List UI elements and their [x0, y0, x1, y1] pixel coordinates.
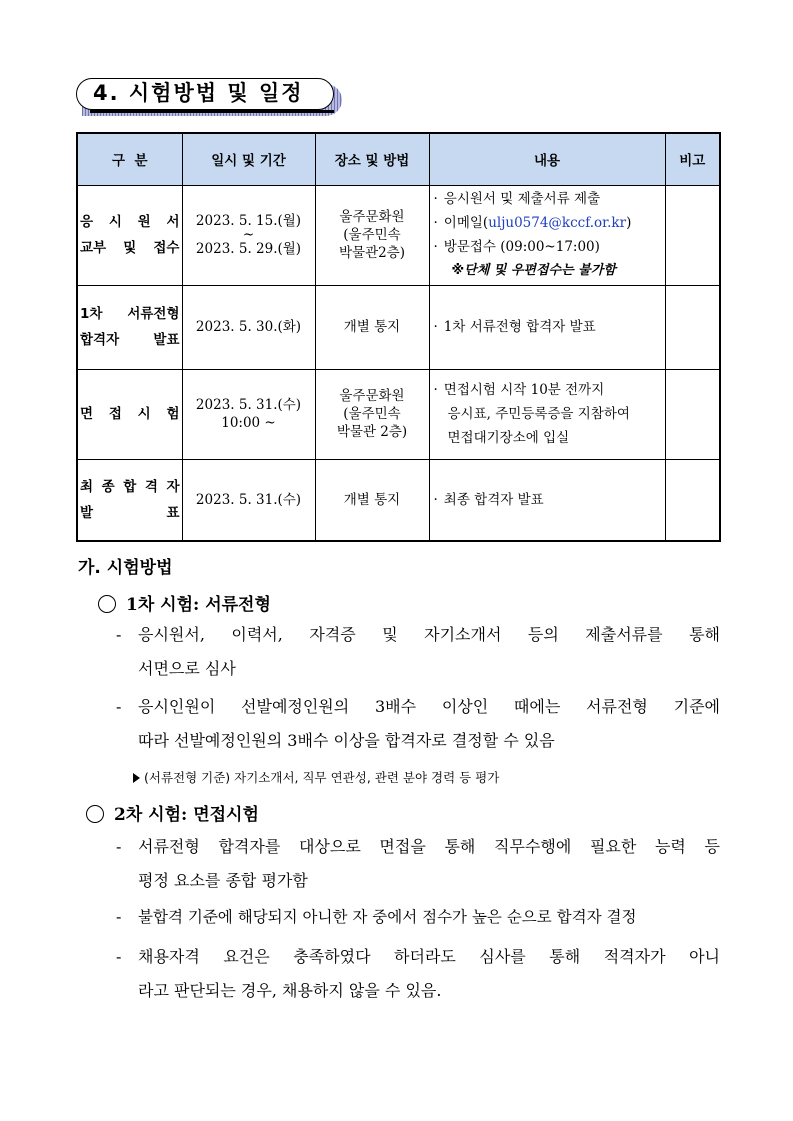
step2-item [116, 940, 720, 1008]
dash-bullet: - [116, 907, 122, 926]
step1-title: 1차 시험: 서류전형 [126, 595, 271, 615]
place-line: 울주문화원 [339, 388, 405, 404]
gubun-char: 시 [108, 214, 122, 230]
gubun-char: 시 [137, 406, 151, 422]
content-continuation: 면접대기장소에 입실 [447, 430, 570, 446]
gubun-char: 면 [80, 406, 94, 422]
date-line: ~ [242, 227, 255, 243]
schedule-table [76, 132, 721, 542]
content-text: ) [626, 215, 632, 231]
row2-note [665, 285, 720, 369]
section-title: 4. 시험방법 및 일정 [76, 78, 334, 110]
row2-place [315, 285, 429, 369]
section-underline [90, 110, 334, 113]
circle-bullet-icon [98, 595, 116, 613]
row2-gubun-line2 [80, 327, 180, 353]
row4-place [315, 459, 429, 541]
header-content: 내용 [429, 133, 665, 185]
paragraph-line: 채용자격 요건은 충족하였다 하더라도 심사를 통해 적격자가 아니 [138, 947, 720, 966]
header-place: 장소 및 방법 [315, 133, 429, 185]
content-text: 이메일( [443, 215, 489, 231]
paragraph-line: 따라 선발예정인원의 3배수 이상을 합격자로 결정할 수 있음 [138, 731, 555, 750]
header-note: 비고 [665, 133, 720, 185]
header-date: 일시 및 기간 [182, 133, 315, 185]
row4-gubun [77, 459, 182, 541]
gubun-char: 표 [166, 504, 180, 521]
content-text: 1차 서류전형 합격자 발표 [443, 319, 596, 335]
row2-gubun-line1 [80, 301, 180, 327]
gubun-char: 서 [166, 214, 180, 230]
gubun-char: 종 [101, 478, 115, 495]
gubun-char: 자 [166, 478, 180, 495]
step1-item [116, 618, 720, 686]
dash-bullet: - [116, 697, 122, 716]
row3-content [429, 369, 665, 459]
gubun-char: 응 [80, 214, 94, 230]
bullet: · [433, 319, 438, 335]
header-gubun: 구 분 [77, 133, 182, 185]
step2-item [116, 830, 720, 898]
place-line: 개별 통지 [343, 491, 401, 508]
date-line: 2023. 5. 31.(수) [195, 397, 302, 413]
row1-note [665, 185, 720, 285]
content-item [434, 315, 665, 339]
row2-content [429, 285, 665, 369]
table-row [77, 285, 720, 369]
gubun-char: 접 [108, 406, 122, 422]
row1-gubun-line1 [80, 209, 180, 235]
bullet: · [433, 239, 438, 255]
gubun-word: 합격자 [80, 332, 120, 348]
row2-date [182, 285, 315, 369]
step1-criteria-note [133, 768, 499, 786]
triangle-bullet-icon [133, 773, 140, 783]
bullet: · [433, 382, 438, 398]
gubun-word: 교부 [80, 240, 107, 256]
content-text: 최종 합격자 발표 [443, 491, 544, 508]
date-line: 2023. 5. 29.(월) [195, 241, 302, 257]
dash-bullet: - [116, 625, 122, 644]
paragraph-line: 평정 요소를 종합 평가함 [138, 871, 308, 890]
date-line: 10:00 ~ [221, 415, 276, 431]
content-warning-note: ※단체 및 우편접수는 불가함 [451, 263, 616, 278]
content-item [434, 235, 665, 259]
paragraph-line: 응시원서, 이력서, 자격증 및 자기소개서 등의 제출서류를 통해 [138, 625, 720, 644]
email-link[interactable]: ulju0574@kccf.or.kr [488, 215, 627, 231]
step2-title: 2차 시험: 면접시험 [114, 805, 259, 825]
gubun-word: 및 [123, 240, 137, 256]
content-text: 면접시험 시작 10분 전까지 [443, 382, 605, 398]
criteria-note-text: (서류전형 기준) 자기소개서, 직무 연관성, 관련 분야 경력 등 평가 [144, 770, 500, 785]
row1-place [315, 185, 429, 285]
gubun-char: 원 [137, 214, 151, 230]
row4-content [429, 459, 665, 541]
place-line: 개별 통지 [343, 319, 401, 335]
row1-gubun [77, 185, 182, 285]
dash-bullet: - [116, 837, 122, 856]
gubun-char: 발 [80, 504, 94, 521]
content-continuation: 응시표, 주민등록증을 지참하여 [447, 406, 630, 422]
paragraph-line: 응시인원이 선발예정인원의 3배수 이상인 때에는 서류전형 기준에 [138, 697, 720, 716]
table-row [77, 185, 720, 285]
place-line: 박물관2층) [338, 245, 406, 261]
content-item [434, 211, 665, 235]
content-text: 응시원서 및 제출서류 제출 [443, 191, 601, 207]
paragraph-line: 서류전형 합격자를 대상으로 면접을 통해 직무수행에 필요한 능력 등 [138, 837, 720, 856]
gubun-char: 최 [80, 478, 94, 495]
row4-note [665, 459, 720, 541]
gubun-char: 합 [123, 478, 137, 495]
content-item [434, 187, 665, 211]
subheading-exam-method: 가. 시험방법 [78, 558, 173, 578]
paragraph-line: 라고 판단되는 경우, 채용하지 않을 수 있음. [138, 981, 442, 1000]
bullet: · [433, 191, 438, 207]
gubun-word: 1차 [80, 306, 103, 322]
row4-gubun-line2 [80, 500, 180, 526]
dash-bullet: - [116, 947, 122, 966]
table-row [77, 369, 720, 459]
row4-date [182, 459, 315, 541]
row1-gubun-line2 [80, 235, 180, 261]
gubun-word: 접수 [153, 240, 180, 256]
gubun-word: 발표 [153, 332, 180, 348]
row4-gubun-line1 [80, 474, 180, 500]
place-line: (울주민속 [343, 406, 401, 422]
gubun-char: 험 [166, 406, 180, 422]
row3-date [182, 369, 315, 459]
date-line: 2023. 5. 30.(화) [195, 319, 302, 335]
table-row [77, 459, 720, 541]
place-line: (울주민속 [343, 227, 401, 243]
row1-content [429, 185, 665, 285]
date-line: 2023. 5. 15.(월) [195, 213, 302, 229]
step2-item [116, 900, 720, 934]
row1-date [182, 185, 315, 285]
place-line: 울주문화원 [339, 209, 405, 225]
place-line: 박물관 2층) [336, 424, 408, 440]
row2-gubun [77, 285, 182, 369]
paragraph-line: 서면으로 심사 [138, 659, 236, 678]
row3-gubun [77, 369, 182, 459]
step1-heading [98, 590, 271, 615]
paragraph-line: 불합격 기준에 해당되지 아니한 자 중에서 점수가 높은 순으로 합격자 결정 [138, 908, 637, 926]
row3-gubun-line1 [80, 401, 180, 427]
gubun-word: 서류전형 [127, 306, 180, 322]
date-line: 2023. 5. 31.(수) [195, 491, 302, 508]
content-text: 방문접수 (09:00~17:00) [443, 239, 600, 255]
bullet: · [433, 491, 438, 508]
content-item [434, 488, 665, 512]
table-header-row [77, 133, 720, 185]
content-item [434, 378, 665, 402]
circle-bullet-icon [86, 805, 104, 823]
bullet: · [433, 215, 438, 231]
row3-note [665, 369, 720, 459]
step2-heading [86, 800, 259, 825]
row3-place [315, 369, 429, 459]
section-header [76, 78, 342, 116]
gubun-char: 격 [144, 478, 158, 495]
step1-item [116, 690, 720, 758]
